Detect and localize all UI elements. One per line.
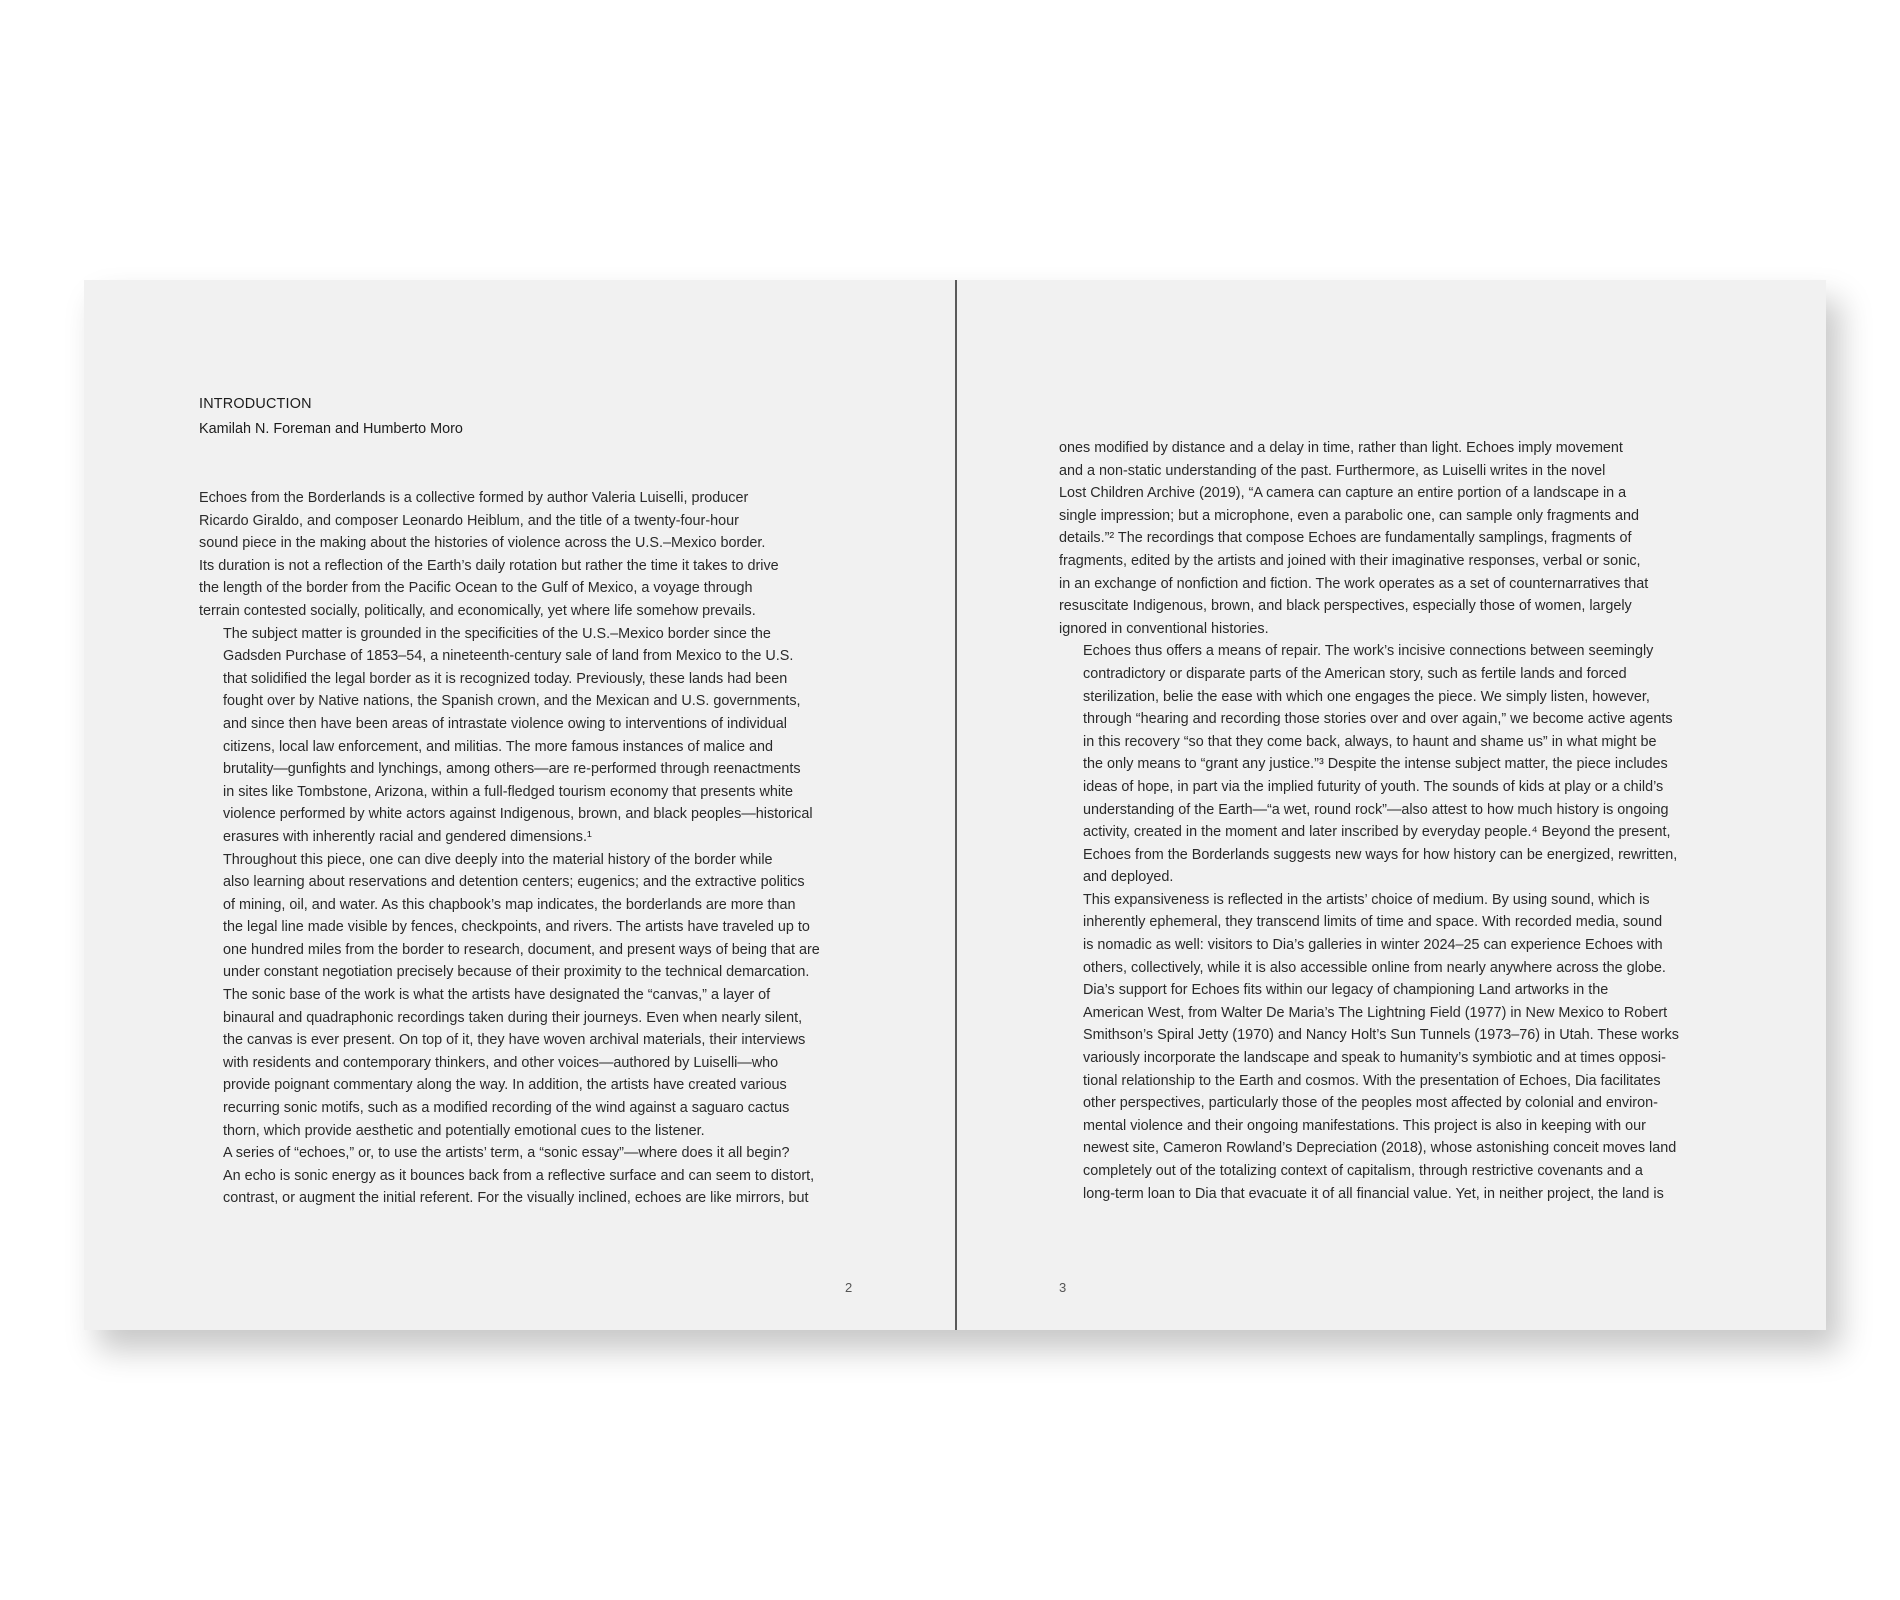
text-line: the legal line made visible by fences, checkpoints, and rivers. The artists have traveled up to xyxy=(223,919,810,936)
text-line: brutality—gunfights and lynchings, among others—are re-performed through reenactments xyxy=(223,761,801,778)
text-line: Echoes thus offers a means of repair. The work’s incisive connections between seemingly xyxy=(1083,643,1654,660)
article-authors: Kamilah N. Foreman and Humberto Moro xyxy=(199,421,463,437)
text-line: thorn, which provide aesthetic and potentially emotional cues to the listener. xyxy=(223,1122,705,1139)
text-line: and a non-static understanding of the past. Furthermore, as Luiselli writes in the novel xyxy=(1059,462,1606,479)
paragraph xyxy=(199,1142,859,1210)
text-line: long-term loan to Dia that evacuate it of all financial value. Yet, in neither project, the land is xyxy=(1083,1185,1664,1202)
text-line: recurring sonic motifs, such as a modified recording of the wind against a saguaro cactus xyxy=(223,1100,790,1117)
text-line: fought over by Native nations, the Spanish crown, and the Mexican and U.S. governments, xyxy=(223,693,801,710)
right-body-text xyxy=(1059,437,1719,1205)
text-line: provide poignant commentary along the way. In addition, the artists have created various xyxy=(223,1077,787,1094)
text-line: ones modified by distance and a delay in time, rather than light. Echoes imply movement xyxy=(1059,440,1623,456)
text-line: resuscitate Indigenous, brown, and black perspectives, especially those of women, largely xyxy=(1059,598,1632,615)
text-line: Echoes from the Borderlands suggests new ways for how history can be energized, rewritten, xyxy=(1083,846,1678,863)
text-line: other perspectives, particularly those of the peoples most affected by colonial and environ- xyxy=(1083,1095,1658,1112)
text-line: details.”² The recordings that compose Echoes are fundamentally samplings, fragments of xyxy=(1059,530,1632,547)
text-line: fragments, edited by the artists and joined with their imaginative responses, verbal or sonic, xyxy=(1059,552,1641,569)
left-page xyxy=(84,280,955,1330)
text-line: Dia’s support for Echoes fits within our legacy of championing Land artworks in the xyxy=(1083,982,1609,999)
text-line: others, collectively, while it is also accessible online from nearly anywhere across the globe. xyxy=(1083,959,1666,976)
paragraph xyxy=(199,984,859,1142)
text-line: activity, created in the moment and later inscribed by everyday people.⁴ Beyond the present, xyxy=(1083,824,1671,841)
text-line: Echoes from the Borderlands is a collective formed by author Valeria Luiselli, producer xyxy=(199,490,749,506)
text-line: ideas of hope, in part via the implied futurity of youth. The sounds of kids at play or a child’s xyxy=(1083,778,1664,795)
text-line: with residents and contemporary thinkers, and other voices—authored by Luiselli—who xyxy=(223,1054,779,1071)
paragraph xyxy=(1059,640,1719,889)
text-line: An echo is sonic energy as it bounces back from a reflective surface and can seem to distort, xyxy=(223,1167,815,1184)
text-line: inherently ephemeral, they transcend limits of time and space. With recorded media, sound xyxy=(1083,914,1663,931)
text-line: Lost Children Archive (2019), “A camera can capture an entire portion of a landscape in a xyxy=(1059,485,1627,502)
text-line: newest site, Cameron Rowland’s Depreciation (2018), whose astonishing conceit moves land xyxy=(1083,1140,1677,1157)
text-line: understanding of the Earth—“a wet, round rock”—also attest to how much history is ongoing xyxy=(1083,801,1669,818)
text-line: contrast, or augment the initial referent. For the visually inclined, echoes are like mirrors, but xyxy=(223,1190,809,1207)
text-line: terrain contested socially, politically, and economically, yet where life somehow prevails. xyxy=(199,602,756,619)
text-line: variously incorporate the landscape and speak to humanity’s symbiotic and at times opposi- xyxy=(1083,1050,1666,1067)
text-line: also learning about reservations and detention centers; eugenics; and the extractive politics xyxy=(223,874,805,891)
text-line: contradictory or disparate parts of the American story, such as fertile lands and forced xyxy=(1083,665,1627,682)
text-line: citizens, local law enforcement, and militias. The more famous instances of malice and xyxy=(223,738,774,755)
paragraph xyxy=(199,487,859,623)
text-line: Smithson’s Spiral Jetty (1970) and Nancy Holt’s Sun Tunnels (1973–76) in Utah. These works xyxy=(1083,1027,1679,1044)
text-line: binaural and quadraphonic recordings taken during their journeys. Even when nearly silent, xyxy=(223,1009,803,1026)
text-line: tional relationship to the Earth and cosmos. With the presentation of Echoes, Dia facilitates xyxy=(1083,1072,1661,1089)
text-line: American West, from Walter De Maria’s The Lightning Field (1977) in New Mexico to Robert xyxy=(1083,1004,1668,1021)
text-line: the only means to “grant any justice.”³ Despite the intense subject matter, the piece includes xyxy=(1083,756,1668,773)
text-line: and deployed. xyxy=(1083,869,1174,886)
text-line: is nomadic as well: visitors to Dia’s galleries in winter 2024–25 can experience Echoes with xyxy=(1083,937,1663,954)
text-line: under constant negotiation precisely because of their proximity to the technical demarcation. xyxy=(223,964,810,981)
text-line: single impression; but a microphone, even a parabolic one, can sample only fragments and xyxy=(1059,507,1639,524)
paragraph xyxy=(199,849,859,985)
text-line: that solidified the legal border as it is recognized today. Previously, these lands had been xyxy=(223,670,788,687)
text-line: the length of the border from the Pacific Ocean to the Gulf of Mexico, a voyage through xyxy=(199,580,753,597)
text-line: completely out of the totalizing context of capitalism, through restrictive covenants and a xyxy=(1083,1163,1643,1179)
paragraph xyxy=(1059,437,1719,640)
right-page xyxy=(957,280,1828,1330)
page-number-left: 2 xyxy=(845,1280,853,1295)
text-line: This expansiveness is reflected in the artists’ choice of medium. By using sound, which is xyxy=(1083,891,1650,908)
book-spread xyxy=(84,280,1826,1330)
text-line: Its duration is not a reflection of the Earth’s daily rotation but rather the time it takes to drive xyxy=(199,557,779,574)
page-number-right: 3 xyxy=(1059,1280,1067,1295)
text-line: erasures with inherently racial and gendered dimensions.¹ xyxy=(223,828,592,845)
text-line: Throughout this piece, one can dive deeply into the material history of the border while xyxy=(223,851,773,868)
text-line: sterilization, belie the ease with which one engages the piece. We simply listen, however, xyxy=(1083,688,1650,705)
paragraph xyxy=(1059,889,1719,979)
text-line: in sites like Tombstone, Arizona, within a full-fledged tourism economy that presents white xyxy=(223,783,794,800)
text-line: one hundred miles from the border to research, document, and present ways of being that are xyxy=(223,941,820,958)
text-line: in an exchange of nonfiction and fiction. The work operates as a set of counternarratives that xyxy=(1059,575,1649,592)
paragraph xyxy=(1059,979,1719,1205)
text-line: ignored in conventional histories. xyxy=(1059,620,1269,637)
text-line: Ricardo Giraldo, and composer Leonardo Heiblum, and the title of a twenty-four-hour xyxy=(199,512,739,529)
article-title: INTRODUCTION xyxy=(199,396,312,412)
text-line: in this recovery “so that they come back, always, to haunt and shame us” in what might be xyxy=(1083,733,1657,750)
text-line: violence performed by white actors against Indigenous, brown, and black peoples—historical xyxy=(223,806,813,823)
text-line: and since then have been areas of intrastate violence owing to interventions of individual xyxy=(223,715,787,732)
article-heading xyxy=(199,392,463,442)
text-line: the canvas is ever present. On top of it, they have woven archival materials, their interviews xyxy=(223,1032,806,1049)
left-body-text xyxy=(199,487,859,1210)
text-line: sound piece in the making about the histories of violence across the U.S.–Mexico border. xyxy=(199,535,766,552)
paragraph xyxy=(199,623,859,849)
text-line: mental violence and their ongoing manifestations. This project is also in keeping with our xyxy=(1083,1117,1646,1134)
text-line: The sonic base of the work is what the artists have designated the “canvas,” a layer of xyxy=(223,987,771,1004)
text-line: The subject matter is grounded in the specificities of the U.S.–Mexico border since the xyxy=(223,625,771,642)
text-line: A series of “echoes,” or, to use the artists’ term, a “sonic essay”—where does it all begin? xyxy=(223,1145,790,1162)
text-line: through “hearing and recording those stories over and over again,” we become active agents xyxy=(1083,711,1673,728)
text-line: Gadsden Purchase of 1853–54, a nineteenth-century sale of land from Mexico to the U.S. xyxy=(223,648,794,665)
text-line: of mining, oil, and water. As this chapbook’s map indicates, the borderlands are more than xyxy=(223,896,796,913)
